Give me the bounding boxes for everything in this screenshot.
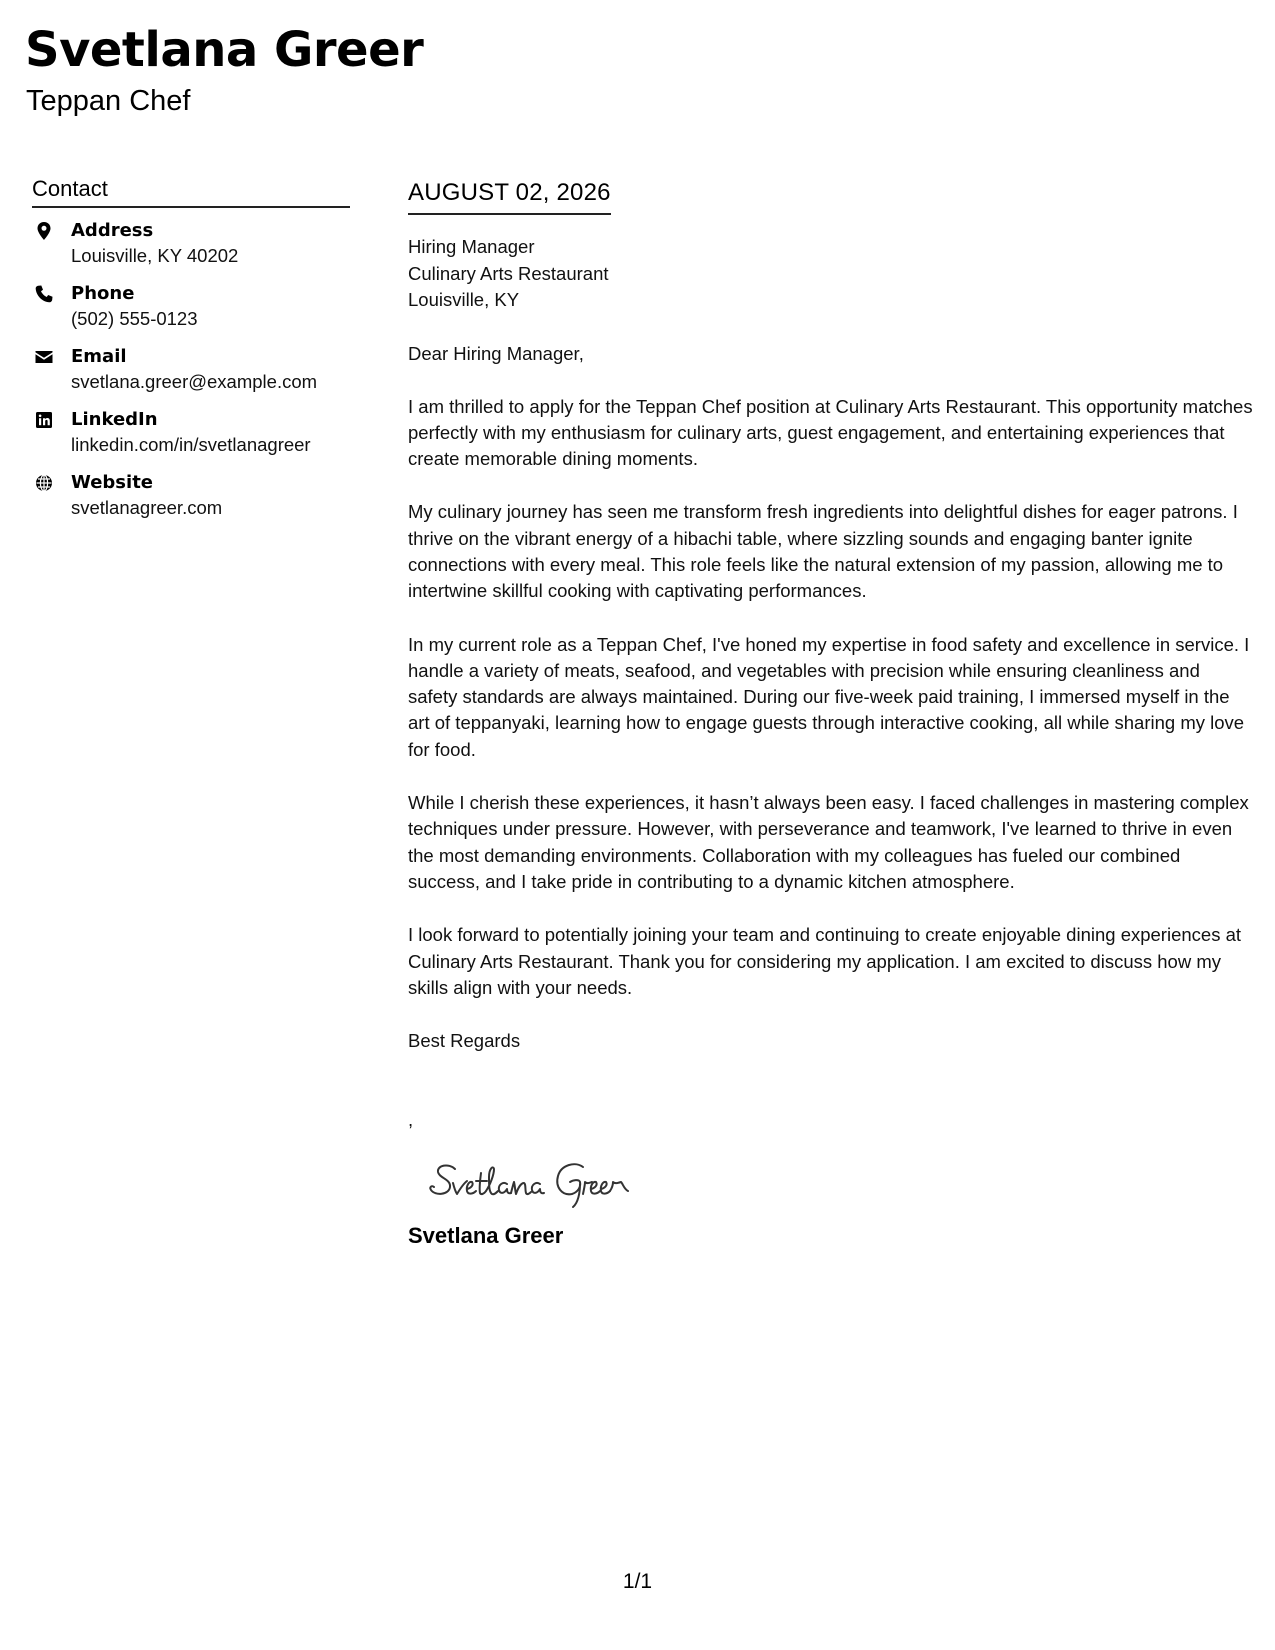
contact-item-website: [32, 471, 350, 534]
address-label: Address: [71, 220, 154, 241]
email-label: Email: [71, 346, 127, 367]
signer-name: Svetlana Greer: [408, 1223, 564, 1249]
closing-comma: ,: [408, 1109, 414, 1131]
linkedin-label: LinkedIn: [71, 409, 158, 430]
contact-sidebar: [32, 174, 350, 534]
page-number: 1/1: [622, 1570, 653, 1593]
greeting: Dear Hiring Manager,: [408, 342, 584, 364]
handwritten-signature: [423, 1151, 663, 1211]
contact-heading: Contact: [32, 174, 350, 208]
phone-value: (502) 555-0123: [71, 308, 198, 329]
job-title: Teppan Chef: [26, 85, 191, 117]
linkedin-value[interactable]: linkedin.com/in/svetlanagreer: [71, 434, 311, 455]
envelope-icon: [34, 347, 54, 367]
letter-paragraph: In my current role as a Teppan Chef, I've honed my expertise in food safety and excellence in service. I handle a variety of meats, seafood, and vegetables with precision while ensuring cleanliness and safety standards are always maintained. During our five-week paid training, I immersed myself in the art of teppanyaki, learning how to engage guests through interactive cooking, all while sharing my love for food.: [408, 633, 1250, 760]
letter-paragraph: I look forward to potentially joining your team and continuing to create enjoyable dining experiences at Culinary Arts Restaurant. Thank you for considering my application. I am excited to discuss how my skills align with your needs.: [408, 924, 1242, 998]
email-value[interactable]: svetlana.greer@example.com: [71, 371, 318, 392]
recipient-block: [408, 234, 1253, 314]
applicant-name: Svetlana Greer: [25, 22, 424, 78]
linkedin-icon: [34, 410, 54, 430]
contact-item-email: [32, 345, 350, 408]
recipient-line: Culinary Arts Restaurant: [408, 262, 609, 284]
address-value: Louisville, KY 40202: [71, 245, 239, 266]
closing: Best Regards: [408, 1030, 521, 1052]
recipient-line: Louisville, KY: [408, 289, 520, 310]
letter-paragraph: My culinary journey has seen me transform fresh ingredients into delightful dishes for eager patrons. I thrive on the vibrant energy of a hibachi table, where sizzling sounds and engaging banter ignite connections with every meal. This role feels like the natural extension of my passion, allowing me to intertwine skillful cooking with captivating performances.: [408, 501, 1238, 602]
website-label: Website: [71, 472, 154, 493]
contact-item-phone: [32, 282, 350, 345]
letter-body: [408, 176, 1253, 1251]
globe-icon: [34, 473, 54, 493]
website-value[interactable]: svetlanagreer.com: [71, 497, 223, 518]
letter-paragraph: While I cherish these experiences, it hasn’t always been easy. I faced challenges in mastering complex techniques under pressure. However, with perseverance and teamwork, I've learned to thrive in even the most demanding environments. Collaboration with my colleagues has fueled our combined success, and I take pride in contributing to a dynamic kitchen atmosphere.: [408, 792, 1249, 892]
recipient-line: Hiring Manager: [408, 236, 535, 257]
contact-item-linkedin: [32, 408, 350, 471]
letter-date: AUGUST 02, 2026: [408, 176, 611, 215]
phone-label: Phone: [71, 283, 135, 304]
letter-paragraph: I am thrilled to apply for the Teppan Chef position at Culinary Arts Restaurant. This opportunity matches perfectly with my enthusiasm for culinary arts, guest engagement, and entertaining experiences that create memorable dining moments.: [408, 395, 1253, 470]
phone-icon: [34, 284, 54, 304]
location-pin-icon: [34, 221, 54, 241]
contact-item-address: [32, 219, 350, 282]
